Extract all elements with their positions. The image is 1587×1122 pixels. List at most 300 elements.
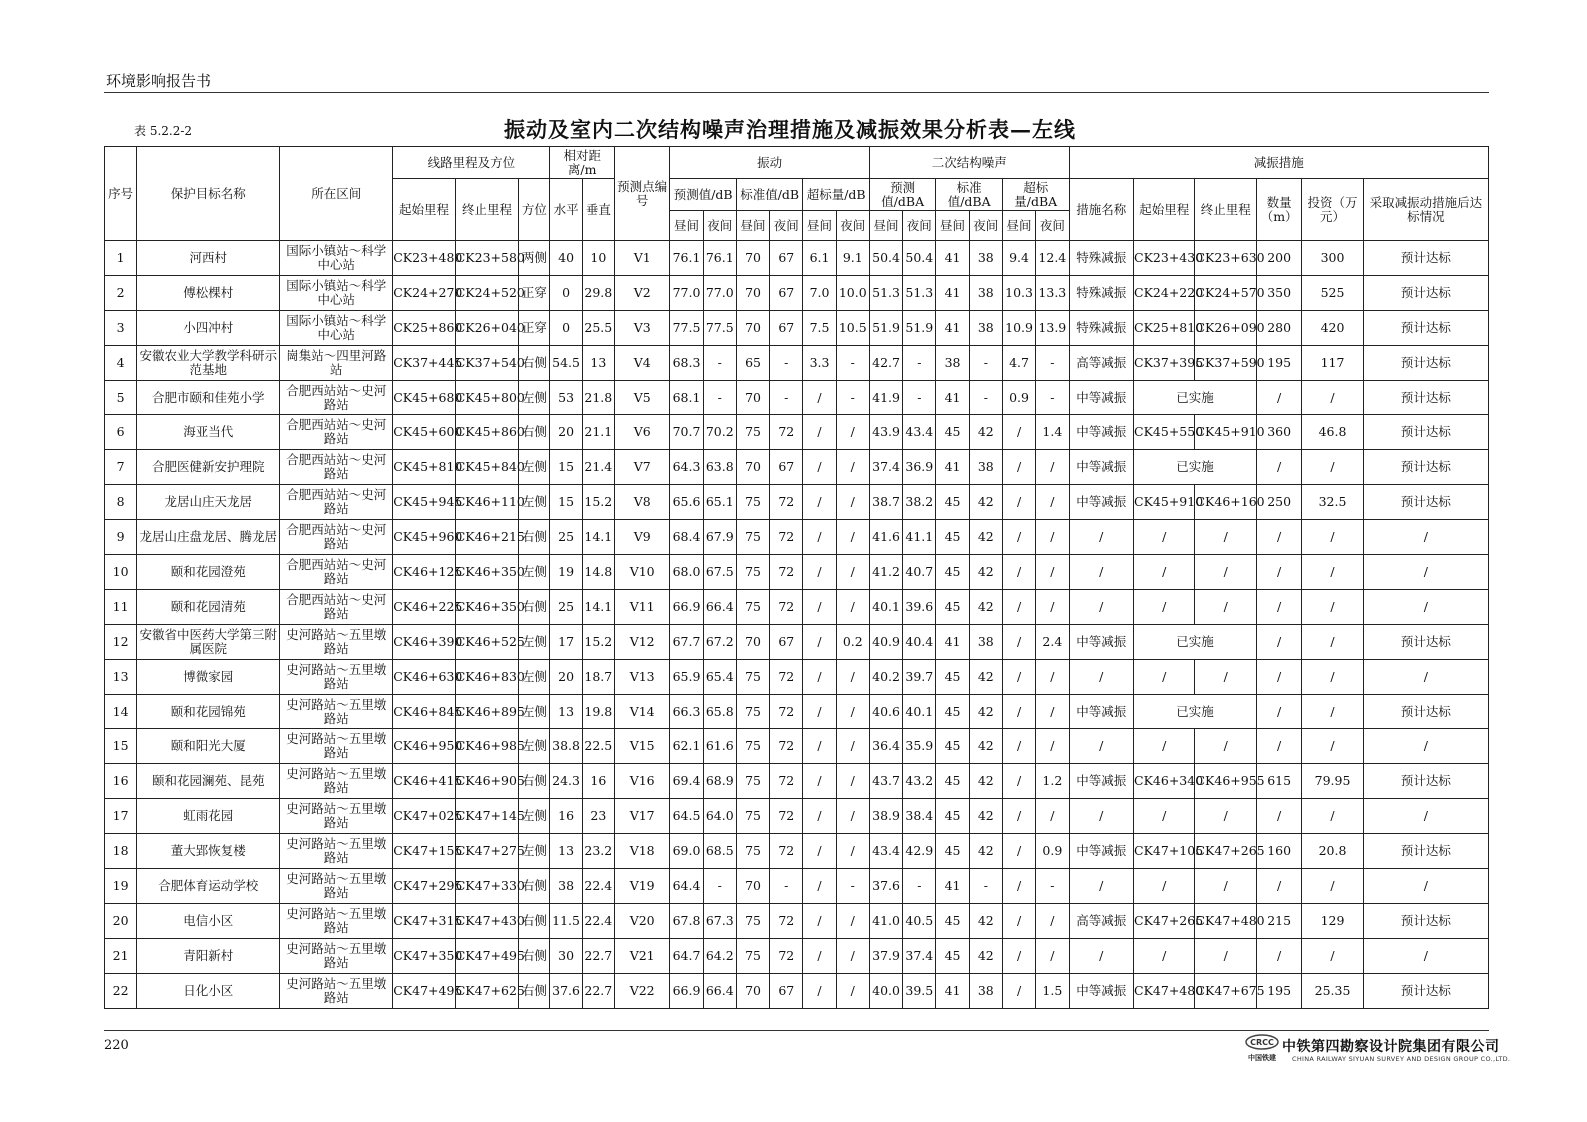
quantity-cell: 195: [1256, 973, 1301, 1008]
investment-cell: /: [1302, 520, 1363, 555]
noise-standard-day-cell: 45: [936, 938, 969, 973]
measure-name-cell: 高等减振: [1069, 903, 1134, 938]
end-mileage-cell: CK46+215: [455, 520, 518, 555]
noise-standard-day-cell: 45: [936, 520, 969, 555]
start-mileage-cell: CK45+600: [393, 415, 455, 450]
noise-predicted-day-cell: 40.1: [869, 589, 902, 624]
section-cell: 史河路站～五里墩路站: [280, 624, 393, 659]
vib-exceed-day-cell: /: [803, 415, 836, 450]
start-mileage-cell: CK47+495: [393, 973, 455, 1008]
noise-predicted-day-cell: 42.7: [869, 345, 902, 380]
seq-cell: 13: [105, 659, 137, 694]
noise-predicted-night-cell: 40.4: [903, 624, 936, 659]
noise-predicted-night-cell: 37.4: [903, 938, 936, 973]
measure-end-cell: /: [1195, 589, 1256, 624]
vib-standard-night-cell: 72: [770, 694, 803, 729]
noise-exceed-day-cell: /: [1002, 799, 1035, 834]
seq-cell: 8: [105, 485, 137, 520]
start-mileage-cell: CK45+945: [393, 485, 455, 520]
header-mileage: 线路里程及方位: [393, 147, 550, 179]
investment-cell: 32.5: [1302, 485, 1363, 520]
vib-standard-day-cell: 70: [736, 241, 769, 276]
vertical-distance-cell: 13: [582, 345, 614, 380]
noise-standard-night-cell: 42: [969, 834, 1002, 869]
section-cell: 史河路站～五里墩路站: [280, 764, 393, 799]
vib-exceed-night-cell: /: [836, 729, 869, 764]
vib-exceed-day-cell: /: [803, 869, 836, 904]
header-end-mileage: 终止里程: [455, 179, 518, 241]
point-id-cell: V7: [614, 450, 669, 485]
point-id-cell: V8: [614, 485, 669, 520]
header-day: 昼间: [1002, 211, 1035, 241]
target-name-cell: 龙居山庄盘龙居、腾龙居: [137, 520, 280, 555]
vib-exceed-day-cell: /: [803, 938, 836, 973]
noise-standard-day-cell: 45: [936, 415, 969, 450]
vib-standard-day-cell: 75: [736, 729, 769, 764]
result-cell: 预计达标: [1363, 345, 1488, 380]
vib-exceed-day-cell: /: [803, 624, 836, 659]
vib-standard-day-cell: 70: [736, 275, 769, 310]
vib-exceed-night-cell: /: [836, 834, 869, 869]
vib-exceed-day-cell: /: [803, 450, 836, 485]
vib-standard-day-cell: 75: [736, 903, 769, 938]
seq-cell: 6: [105, 415, 137, 450]
vib-exceed-night-cell: 10.5: [836, 310, 869, 345]
end-mileage-cell: CK45+800: [455, 380, 518, 415]
noise-exceed-night-cell: 13.3: [1036, 275, 1069, 310]
end-mileage-cell: CK37+540: [455, 345, 518, 380]
point-id-cell: V18: [614, 834, 669, 869]
header-noise-exceed: 超标量/dBA: [1002, 179, 1069, 211]
section-cell: 国际小镇站～科学中心站: [280, 310, 393, 345]
measure-name-cell: 中等减振: [1069, 415, 1134, 450]
end-mileage-cell: CK46+905: [455, 764, 518, 799]
start-mileage-cell: CK46+845: [393, 694, 455, 729]
seq-cell: 18: [105, 834, 137, 869]
vib-exceed-day-cell: 7.0: [803, 275, 836, 310]
side-cell: 右侧: [519, 973, 550, 1008]
table-number: 表 5.2.2-2: [134, 124, 193, 138]
seq-cell: 7: [105, 450, 137, 485]
vib-predicted-day-cell: 77.0: [670, 275, 703, 310]
header-start-mileage: 起始里程: [393, 179, 455, 241]
section-cell: 史河路站～五里墩路站: [280, 973, 393, 1008]
investment-cell: 129: [1302, 903, 1363, 938]
vib-standard-night-cell: 67: [770, 275, 803, 310]
investment-cell: 300: [1302, 241, 1363, 276]
horizontal-distance-cell: 54.5: [550, 345, 582, 380]
measure-end-cell: /: [1195, 938, 1256, 973]
target-name-cell: 龙居山庄天龙居: [137, 485, 280, 520]
noise-standard-night-cell: 42: [969, 589, 1002, 624]
noise-exceed-day-cell: /: [1002, 415, 1035, 450]
header-horizontal: 水平: [550, 179, 582, 241]
investment-cell: /: [1302, 380, 1363, 415]
table-row: [105, 241, 1489, 276]
measure-start-cell: 已实施: [1134, 450, 1257, 485]
measure-name-cell: 中等减振: [1069, 694, 1134, 729]
measure-start-cell: CK45+550: [1134, 415, 1195, 450]
investment-cell: /: [1302, 729, 1363, 764]
horizontal-distance-cell: 16: [550, 799, 582, 834]
vib-standard-day-cell: 75: [736, 799, 769, 834]
point-id-cell: V17: [614, 799, 669, 834]
page-number: 220: [104, 1038, 129, 1053]
vib-exceed-night-cell: /: [836, 694, 869, 729]
vib-exceed-night-cell: /: [836, 555, 869, 590]
horizontal-distance-cell: 20: [550, 415, 582, 450]
start-mileage-cell: CK46+390: [393, 624, 455, 659]
header-night: 夜间: [1036, 211, 1069, 241]
table-row: [105, 799, 1489, 834]
side-cell: 右侧: [519, 869, 550, 904]
vib-predicted-day-cell: 67.7: [670, 624, 703, 659]
result-cell: 预计达标: [1363, 380, 1488, 415]
measure-name-cell: /: [1069, 869, 1134, 904]
header-section: 所在区间: [280, 147, 393, 241]
investment-cell: /: [1302, 450, 1363, 485]
start-mileage-cell: CK46+225: [393, 589, 455, 624]
horizontal-distance-cell: 30: [550, 938, 582, 973]
vib-predicted-night-cell: 68.5: [703, 834, 736, 869]
table-row: [105, 380, 1489, 415]
result-cell: /: [1363, 659, 1488, 694]
end-mileage-cell: CK47+145: [455, 799, 518, 834]
header-noise-predicted: 预测值/dBA: [869, 179, 936, 211]
noise-exceed-day-cell: /: [1002, 694, 1035, 729]
end-mileage-cell: CK47+495: [455, 938, 518, 973]
quantity-cell: /: [1256, 589, 1301, 624]
target-name-cell: 傅松棵村: [137, 275, 280, 310]
side-cell: 左侧: [519, 624, 550, 659]
noise-exceed-night-cell: 1.4: [1036, 415, 1069, 450]
header-vib-standard: 标准值/dB: [736, 179, 803, 211]
vib-predicted-night-cell: 66.4: [703, 589, 736, 624]
noise-exceed-day-cell: 10.3: [1002, 275, 1035, 310]
target-name-cell: 海亚当代: [137, 415, 280, 450]
measure-start-cell: CK47+105: [1134, 834, 1195, 869]
header-day: 昼间: [670, 211, 703, 241]
header-vib-predicted: 预测值/dB: [670, 179, 737, 211]
vib-standard-day-cell: 75: [736, 834, 769, 869]
noise-exceed-day-cell: /: [1002, 450, 1035, 485]
section-cell: 国际小镇站～科学中心站: [280, 275, 393, 310]
result-cell: 预计达标: [1363, 973, 1488, 1008]
noise-exceed-night-cell: -: [1036, 345, 1069, 380]
vib-predicted-day-cell: 64.3: [670, 450, 703, 485]
quantity-cell: /: [1256, 624, 1301, 659]
vertical-distance-cell: 14.1: [582, 520, 614, 555]
vertical-distance-cell: 15.2: [582, 624, 614, 659]
vertical-distance-cell: 23.2: [582, 834, 614, 869]
noise-predicted-day-cell: 43.4: [869, 834, 902, 869]
noise-standard-night-cell: 38: [969, 973, 1002, 1008]
point-id-cell: V20: [614, 903, 669, 938]
table-row: [105, 764, 1489, 799]
noise-predicted-night-cell: 39.7: [903, 659, 936, 694]
quantity-cell: /: [1256, 729, 1301, 764]
vib-standard-day-cell: 75: [736, 520, 769, 555]
noise-predicted-day-cell: 43.7: [869, 764, 902, 799]
vib-exceed-day-cell: /: [803, 799, 836, 834]
vib-predicted-day-cell: 62.1: [670, 729, 703, 764]
header-day: 昼间: [803, 211, 836, 241]
result-cell: 预计达标: [1363, 415, 1488, 450]
side-cell: 右侧: [519, 903, 550, 938]
quantity-cell: 360: [1256, 415, 1301, 450]
seq-cell: 3: [105, 310, 137, 345]
vib-exceed-night-cell: -: [836, 869, 869, 904]
header-side: 方位: [519, 179, 550, 241]
header-night: 夜间: [770, 211, 803, 241]
start-mileage-cell: CK46+415: [393, 764, 455, 799]
end-mileage-cell: CK46+895: [455, 694, 518, 729]
vertical-distance-cell: 23: [582, 799, 614, 834]
side-cell: 左侧: [519, 450, 550, 485]
vib-predicted-day-cell: 66.9: [670, 589, 703, 624]
measure-start-cell: /: [1134, 555, 1195, 590]
noise-standard-day-cell: 45: [936, 659, 969, 694]
quantity-cell: /: [1256, 520, 1301, 555]
vib-standard-day-cell: 75: [736, 589, 769, 624]
seq-cell: 17: [105, 799, 137, 834]
target-name-cell: 颐和阳光大厦: [137, 729, 280, 764]
end-mileage-cell: CK46+350: [455, 555, 518, 590]
vib-exceed-day-cell: /: [803, 520, 836, 555]
noise-predicted-night-cell: 40.5: [903, 903, 936, 938]
vib-exceed-night-cell: /: [836, 450, 869, 485]
result-cell: 预计达标: [1363, 764, 1488, 799]
measure-name-cell: /: [1069, 729, 1134, 764]
measure-end-cell: CK47+265: [1195, 834, 1256, 869]
end-mileage-cell: CK46+830: [455, 659, 518, 694]
measure-name-cell: 中等减振: [1069, 624, 1134, 659]
table-row: [105, 903, 1489, 938]
noise-standard-night-cell: 42: [969, 903, 1002, 938]
target-name-cell: 博微家园: [137, 659, 280, 694]
start-mileage-cell: CK47+025: [393, 799, 455, 834]
table-row: [105, 869, 1489, 904]
measure-start-cell: CK37+395: [1134, 345, 1195, 380]
measure-name-cell: 特殊减振: [1069, 310, 1134, 345]
target-name-cell: 颐和花园锦苑: [137, 694, 280, 729]
seq-cell: 9: [105, 520, 137, 555]
point-id-cell: V15: [614, 729, 669, 764]
target-name-cell: 颐和花园澄苑: [137, 555, 280, 590]
point-id-cell: V9: [614, 520, 669, 555]
start-mileage-cell: CK47+315: [393, 903, 455, 938]
table-row: [105, 938, 1489, 973]
investment-cell: /: [1302, 694, 1363, 729]
result-cell: 预计达标: [1363, 485, 1488, 520]
end-mileage-cell: CK46+350: [455, 589, 518, 624]
vib-predicted-day-cell: 68.1: [670, 380, 703, 415]
vib-predicted-night-cell: 68.9: [703, 764, 736, 799]
seq-cell: 5: [105, 380, 137, 415]
investment-cell: 79.95: [1302, 764, 1363, 799]
vib-predicted-night-cell: 64.0: [703, 799, 736, 834]
vib-exceed-night-cell: -: [836, 345, 869, 380]
header-measures: 减振措施: [1069, 147, 1488, 179]
noise-exceed-night-cell: /: [1036, 589, 1069, 624]
noise-standard-night-cell: 42: [969, 659, 1002, 694]
seq-cell: 11: [105, 589, 137, 624]
result-cell: /: [1363, 520, 1488, 555]
measure-end-cell: CK37+590: [1195, 345, 1256, 380]
table-row: [105, 345, 1489, 380]
noise-standard-night-cell: 42: [969, 485, 1002, 520]
measure-name-cell: 中等减振: [1069, 764, 1134, 799]
vib-standard-night-cell: 67: [770, 450, 803, 485]
vib-exceed-night-cell: /: [836, 415, 869, 450]
noise-predicted-day-cell: 40.2: [869, 659, 902, 694]
side-cell: 右侧: [519, 589, 550, 624]
measure-start-cell: /: [1134, 729, 1195, 764]
vib-exceed-day-cell: /: [803, 903, 836, 938]
noise-predicted-day-cell: 51.9: [869, 310, 902, 345]
table-row: [105, 450, 1489, 485]
horizontal-distance-cell: 40: [550, 241, 582, 276]
noise-exceed-day-cell: 9.4: [1002, 241, 1035, 276]
vib-standard-night-cell: 72: [770, 764, 803, 799]
vib-standard-night-cell: 67: [770, 241, 803, 276]
start-mileage-cell: CK25+860: [393, 310, 455, 345]
vertical-distance-cell: 22.7: [582, 973, 614, 1008]
vib-predicted-day-cell: 68.4: [670, 520, 703, 555]
noise-standard-night-cell: 38: [969, 310, 1002, 345]
seq-cell: 22: [105, 973, 137, 1008]
header-vertical: 垂直: [582, 179, 614, 241]
table-row: [105, 973, 1489, 1008]
vertical-distance-cell: 22.5: [582, 729, 614, 764]
section-cell: 合肥西站站～史河路站: [280, 589, 393, 624]
vib-standard-night-cell: 72: [770, 659, 803, 694]
point-id-cell: V6: [614, 415, 669, 450]
side-cell: 左侧: [519, 485, 550, 520]
side-cell: 右侧: [519, 415, 550, 450]
vib-exceed-day-cell: 7.5: [803, 310, 836, 345]
result-cell: /: [1363, 589, 1488, 624]
noise-predicted-night-cell: 51.3: [903, 275, 936, 310]
end-mileage-cell: CK23+580: [455, 241, 518, 276]
noise-standard-night-cell: 42: [969, 555, 1002, 590]
section-cell: 史河路站～五里墩路站: [280, 869, 393, 904]
vib-exceed-day-cell: /: [803, 589, 836, 624]
result-cell: 预计达标: [1363, 694, 1488, 729]
investment-cell: 420: [1302, 310, 1363, 345]
vib-standard-day-cell: 70: [736, 973, 769, 1008]
side-cell: 左侧: [519, 694, 550, 729]
horizontal-distance-cell: 25: [550, 589, 582, 624]
vib-exceed-day-cell: 3.3: [803, 345, 836, 380]
vib-standard-night-cell: 72: [770, 938, 803, 973]
side-cell: 左侧: [519, 729, 550, 764]
table-row: [105, 415, 1489, 450]
measure-name-cell: /: [1069, 938, 1134, 973]
noise-exceed-night-cell: /: [1036, 450, 1069, 485]
quantity-cell: 250: [1256, 485, 1301, 520]
noise-standard-day-cell: 41: [936, 624, 969, 659]
noise-exceed-night-cell: /: [1036, 520, 1069, 555]
vertical-distance-cell: 21.1: [582, 415, 614, 450]
vib-standard-night-cell: -: [770, 345, 803, 380]
table-row: [105, 834, 1489, 869]
noise-predicted-night-cell: 41.1: [903, 520, 936, 555]
seq-cell: 20: [105, 903, 137, 938]
noise-standard-night-cell: 42: [969, 415, 1002, 450]
table-row: [105, 659, 1489, 694]
table-body: [105, 241, 1489, 1009]
table-row: [105, 275, 1489, 310]
table-row: [105, 589, 1489, 624]
vib-exceed-night-cell: 0.2: [836, 624, 869, 659]
vertical-distance-cell: 22.7: [582, 938, 614, 973]
section-cell: 史河路站～五里墩路站: [280, 729, 393, 764]
vertical-distance-cell: 21.4: [582, 450, 614, 485]
noise-predicted-day-cell: 43.9: [869, 415, 902, 450]
investment-cell: /: [1302, 938, 1363, 973]
header-night: 夜间: [969, 211, 1002, 241]
result-cell: 预计达标: [1363, 903, 1488, 938]
measure-name-cell: /: [1069, 520, 1134, 555]
investment-cell: 117: [1302, 345, 1363, 380]
vib-predicted-night-cell: 66.4: [703, 973, 736, 1008]
header-night: 夜间: [836, 211, 869, 241]
header-quantity: 数量（m）: [1256, 179, 1301, 241]
measure-name-cell: /: [1069, 799, 1134, 834]
vib-standard-night-cell: -: [770, 380, 803, 415]
noise-exceed-day-cell: /: [1002, 764, 1035, 799]
noise-standard-day-cell: 41: [936, 380, 969, 415]
noise-predicted-day-cell: 37.9: [869, 938, 902, 973]
vib-predicted-day-cell: 70.7: [670, 415, 703, 450]
horizontal-distance-cell: 15: [550, 450, 582, 485]
seq-cell: 16: [105, 764, 137, 799]
horizontal-distance-cell: 24.3: [550, 764, 582, 799]
noise-exceed-night-cell: /: [1036, 903, 1069, 938]
noise-standard-night-cell: 38: [969, 241, 1002, 276]
target-name-cell: 青阳新村: [137, 938, 280, 973]
header-point: 预测点编号: [614, 147, 669, 241]
noise-standard-night-cell: -: [969, 380, 1002, 415]
side-cell: 正穿: [519, 275, 550, 310]
horizontal-distance-cell: 53: [550, 380, 582, 415]
vertical-distance-cell: 14.8: [582, 555, 614, 590]
table-row: [105, 310, 1489, 345]
seq-cell: 15: [105, 729, 137, 764]
result-cell: /: [1363, 729, 1488, 764]
noise-standard-day-cell: 45: [936, 764, 969, 799]
section-cell: 合肥西站站～史河路站: [280, 555, 393, 590]
horizontal-distance-cell: 20: [550, 659, 582, 694]
vib-predicted-night-cell: -: [703, 869, 736, 904]
start-mileage-cell: CK47+155: [393, 834, 455, 869]
measure-name-cell: 特殊减振: [1069, 275, 1134, 310]
end-mileage-cell: CK47+430: [455, 903, 518, 938]
end-mileage-cell: CK46+985: [455, 729, 518, 764]
table-row: [105, 485, 1489, 520]
header-vib-exceed: 超标量/dB: [803, 179, 870, 211]
point-id-cell: V10: [614, 555, 669, 590]
vib-exceed-night-cell: /: [836, 799, 869, 834]
start-mileage-cell: CK24+270: [393, 275, 455, 310]
vib-standard-day-cell: 65: [736, 345, 769, 380]
measure-name-cell: 高等减振: [1069, 345, 1134, 380]
quantity-cell: /: [1256, 555, 1301, 590]
measure-start-cell: CK46+340: [1134, 764, 1195, 799]
measure-end-cell: /: [1195, 799, 1256, 834]
noise-predicted-night-cell: 40.7: [903, 555, 936, 590]
